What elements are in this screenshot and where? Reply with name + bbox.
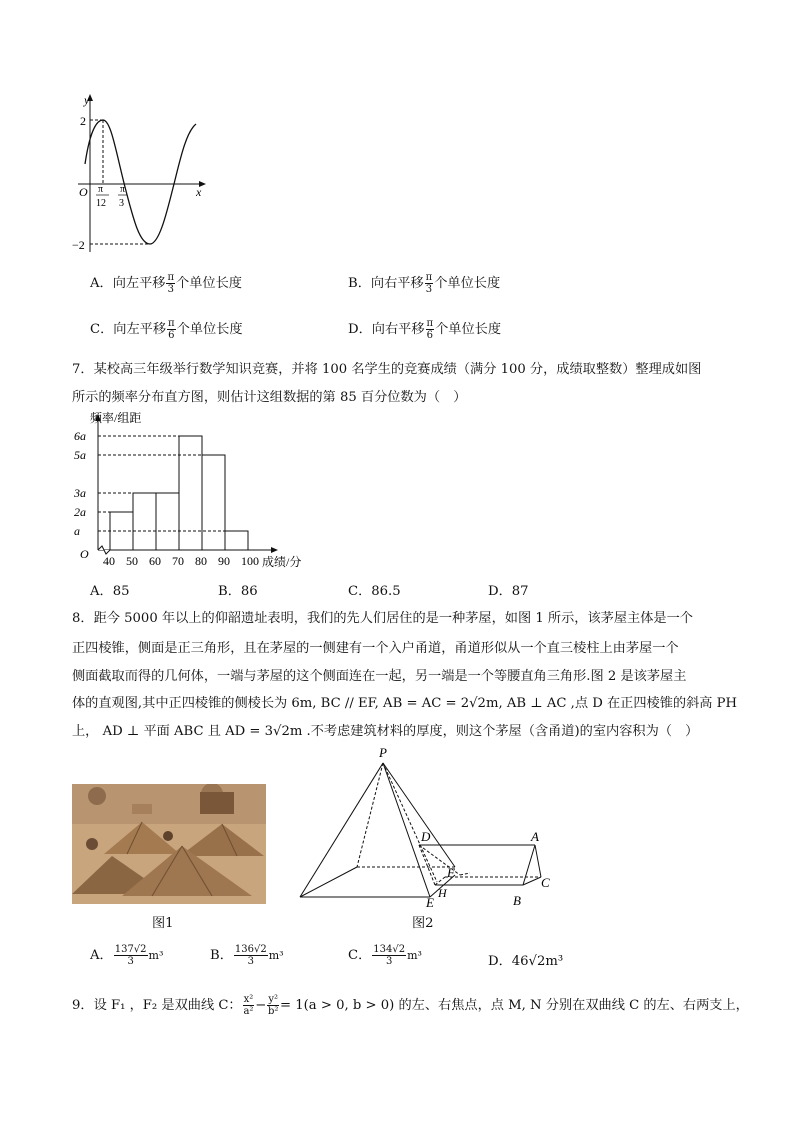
y-min-label: −2 (72, 238, 85, 252)
q8-option-d[interactable]: D．46√2m³ (488, 954, 564, 969)
x-tick-label: 60 (149, 554, 161, 568)
x-axis-title: 成绩/分 (262, 555, 302, 569)
q9-text: 9．设 F₁ ，F₂ 是双曲线 C： $\frac{\text{x²}}{\text{a²}}$ − $\frac{\text{y²}}{\text{b²}}$ = 1(a > 0, b > 0) 的左、右焦点，点 M, N 分别在双曲线 C 的左、右两支上， (72, 994, 749, 1017)
label-f: F (447, 865, 455, 880)
x-tick-label: 90 (218, 554, 230, 568)
x-tick2-num: π (120, 184, 126, 195)
histogram-bar (225, 531, 248, 550)
q6-option-a[interactable]: A．向左平移 $\frac{\pi}{3}$ 个单位长度 (90, 272, 242, 295)
label-p: P (379, 745, 387, 760)
x-tick-label: 40 (103, 554, 115, 568)
x-axis-arrow (271, 547, 278, 553)
fig2-caption: 图2 (412, 916, 434, 931)
origin-label: O (79, 185, 88, 199)
histogram-bar (202, 455, 225, 550)
q6-option-b[interactable]: B．向右平移 $\frac{\pi}{3}$ 个单位长度 (348, 272, 501, 295)
q7-option-a[interactable]: A．85 (90, 584, 130, 599)
x-tick-label: 50 (126, 554, 138, 568)
x-tick-label: 70 (172, 554, 184, 568)
label-b: B (513, 893, 521, 908)
histogram (72, 410, 317, 572)
x-tick-label: 80 (195, 554, 207, 568)
q8-option-b[interactable]: B． $\frac{136√2}{3}$ m³ (210, 944, 284, 967)
sine-graph (72, 92, 212, 257)
pyramid-diagram (295, 745, 565, 910)
q8-option-c[interactable]: C． $\frac{134√2}{3}$ m³ (348, 944, 422, 967)
q7-text-line1: 7．某校高三年级举行数学知识竞赛，并将 100 名学生的竞赛成绩（满分 100 分，成绩取整数）整理成如图 (72, 362, 702, 377)
y-max-label: 2 (80, 114, 86, 128)
hut-photo (72, 784, 266, 904)
y-tick-label: 2a (74, 505, 86, 519)
q8-option-a[interactable]: A． $\frac{137√2}{3}$ m³ (90, 944, 164, 967)
histogram-bar (133, 493, 156, 550)
y-tick-label: 3a (74, 486, 86, 500)
x-axis-label: x (196, 185, 202, 199)
q7-option-b[interactable]: B．86 (218, 584, 258, 599)
y-axis-label: y (84, 93, 90, 107)
q6-option-c[interactable]: C．向左平移 $\frac{\pi}{6}$ 个单位长度 (90, 318, 243, 341)
q8-text-line2: 正四棱锥，侧面是正三角形，且在茅屋的一侧建有一个入户甬道，甬道形似从一个直三棱柱上由茅屋一个 (72, 641, 679, 656)
x-tick1-num: π (98, 184, 104, 195)
label-e: E (426, 895, 434, 910)
label-h: H (438, 886, 447, 900)
histogram-bar (179, 436, 202, 550)
q7-text-line2: 所示的频率分布直方图，则估计这组数据的第 85 百分位数为（ ） (72, 390, 467, 405)
histogram-bar (156, 493, 179, 550)
y-tick-label: 5a (74, 448, 86, 462)
x-tick1-den: 12 (96, 198, 106, 209)
origin-label: O (80, 547, 89, 561)
x-tick-label: 100 (241, 554, 259, 568)
q7-option-c[interactable]: C．86.5 (348, 584, 401, 599)
label-d: D (421, 829, 431, 844)
fig1-caption: 图1 (152, 916, 174, 931)
q6-option-d[interactable]: D．向右平移 $\frac{\pi}{6}$ 个单位长度 (348, 318, 502, 341)
y-tick-label: 6a (74, 429, 86, 443)
q8-text-line5: 上， AD ⊥ 平面 ABC 且 AD = 3√2m .不考虑建筑材料的厚度，则这个茅屋（含甬道)的室内容积为（ ） (72, 724, 699, 739)
label-c: C (541, 875, 550, 890)
axis-break (98, 546, 110, 554)
q8-text-line4: 体的直观图,其中正四棱锥的侧棱长为 6m, BC // EF, AB = AC = 2√2m, AB ⊥ AC ,点 D 在正四棱锥的斜高 PH (72, 696, 738, 711)
q7-option-d[interactable]: D．87 (488, 584, 529, 599)
y-axis-title: 频率/组距 (90, 411, 142, 425)
label-a: A (531, 829, 539, 844)
q8-text-line3: 侧面截取而得的几何体，一端与茅屋的这个侧面连在一起，另一端是一个等腰直角三角形.图 2 是该茅屋主 (72, 669, 687, 684)
y-tick-label: a (74, 524, 80, 538)
q8-text-line1: 8．距今 5000 年以上的仰韶遗址表明，我们的先人们居住的是一种茅屋，如图 1 所示，该茅屋主体是一个 (72, 611, 693, 626)
x-tick2-den: 3 (119, 198, 124, 209)
